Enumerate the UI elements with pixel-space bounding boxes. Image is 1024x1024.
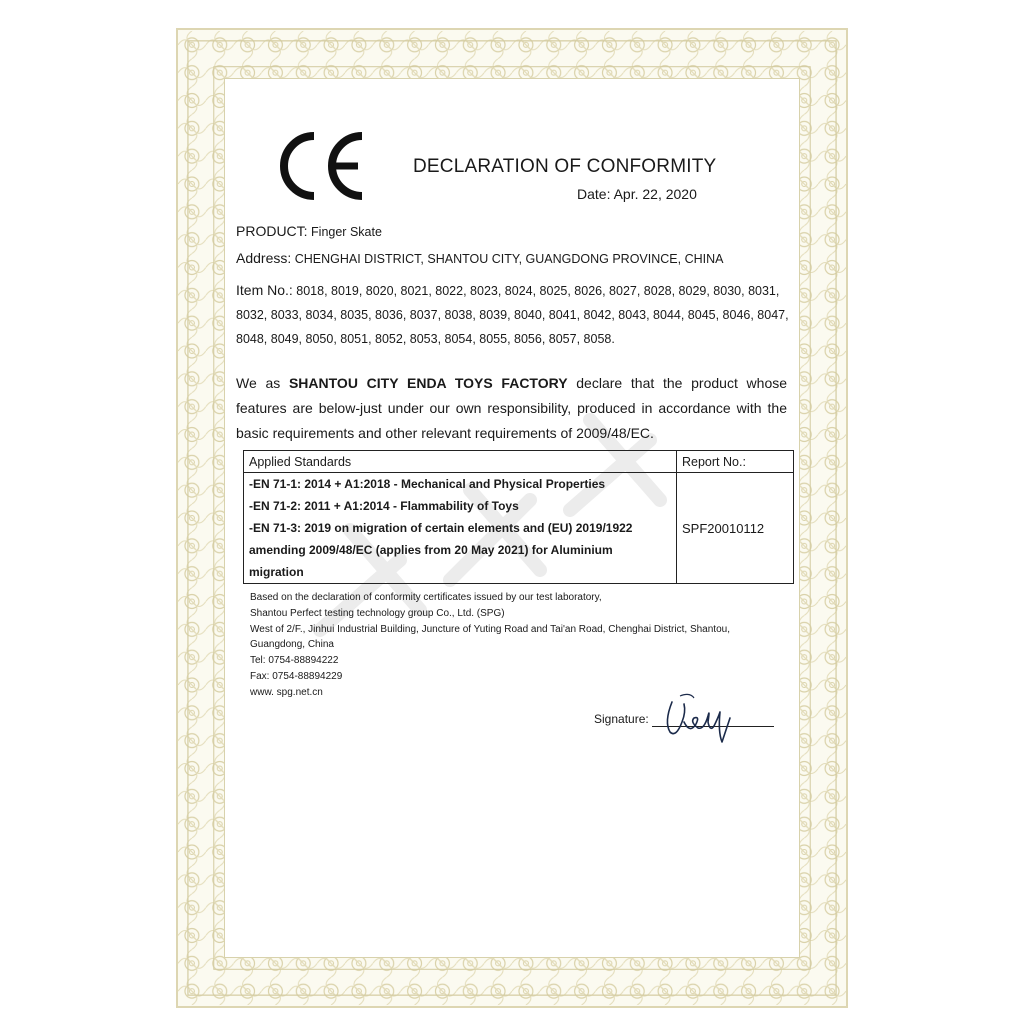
table-header-row	[244, 451, 794, 473]
address-line	[236, 250, 723, 266]
signature-label: Signature:	[594, 712, 649, 726]
declaration-post: declare that the product whose features are below-just under our own responsibility, produced in accordance with the basic requirements and other relevant requirements of 2009/48/EC.	[236, 375, 788, 441]
product-line	[236, 223, 382, 239]
handwritten-signature	[650, 682, 740, 744]
item-value: 8018, 8019, 8020, 8021, 8022, 8023, 8024, 8025, 8026, 8027, 8028, 8029, 8030, 8031, 8032, 8033, 8034, 8035, 8036, 8037, 8038, 8039, 8040, 8041, 8042, 8043, 8044, 8045, 8046, 8047, 8048, 8049, 8050, 8051, 8052, 8053, 8054, 8055, 8056, 8057, 8058.	[236, 284, 789, 346]
standards-cell	[244, 473, 677, 584]
declaration-paragraph	[236, 371, 787, 446]
table-body-row	[244, 473, 794, 584]
item-label: Item No.:	[236, 282, 293, 298]
header-standards: Applied Standards	[244, 451, 677, 473]
note-line: Guangdong, China	[250, 639, 334, 651]
standard-line: -EN 71-1: 2014 + A1:2018 - Mechanical and Physical Properties	[249, 477, 606, 491]
note-line: Fax: 0754-88894229	[250, 670, 343, 682]
declaration-pre: We as	[236, 375, 289, 391]
standard-line: migration	[249, 565, 304, 579]
standard-line: amending 2009/48/EC (applies from 20 May 2021) for Aluminium	[249, 543, 613, 557]
standard-line: -EN 71-3: 2019 on migration of certain elements and (EU) 2019/1922	[249, 521, 633, 535]
document-date: Date: Apr. 22, 2020	[577, 186, 697, 202]
product-value: Finger Skate	[307, 225, 382, 239]
standard-line: -EN 71-2: 2011 + A1:2014 - Flammability of Toys	[249, 499, 519, 513]
company-name: SHANTOU CITY ENDA TOYS FACTORY	[288, 375, 568, 391]
note-line: Shantou Perfect testing technology group Co., Ltd. (SPG)	[250, 607, 505, 619]
note-line: Tel: 0754-88894222	[250, 655, 339, 667]
item-numbers	[236, 278, 792, 351]
note-line: www. spg.net.cn	[250, 686, 323, 698]
report-number: SPF20010112	[677, 473, 794, 584]
product-label: PRODUCT:	[236, 223, 308, 239]
ce-mark-logo	[272, 130, 372, 202]
address-value: CHENGHAI DISTRICT, SHANTOU CITY, GUANGDONG PROVINCE, CHINA	[291, 252, 724, 266]
note-line: Based on the declaration of conformity certificates issued by our test laboratory,	[250, 592, 602, 603]
header-report: Report No.:	[677, 451, 794, 473]
note-line: West of 2/F., Jinhui Industrial Building, Juncture of Yuting Road and Tai'an Road, Chenghai District, Shantou,	[250, 623, 730, 635]
address-label: Address:	[236, 250, 292, 266]
standards-table	[243, 450, 794, 584]
document-title: DECLARATION OF CONFORMITY	[413, 156, 717, 177]
